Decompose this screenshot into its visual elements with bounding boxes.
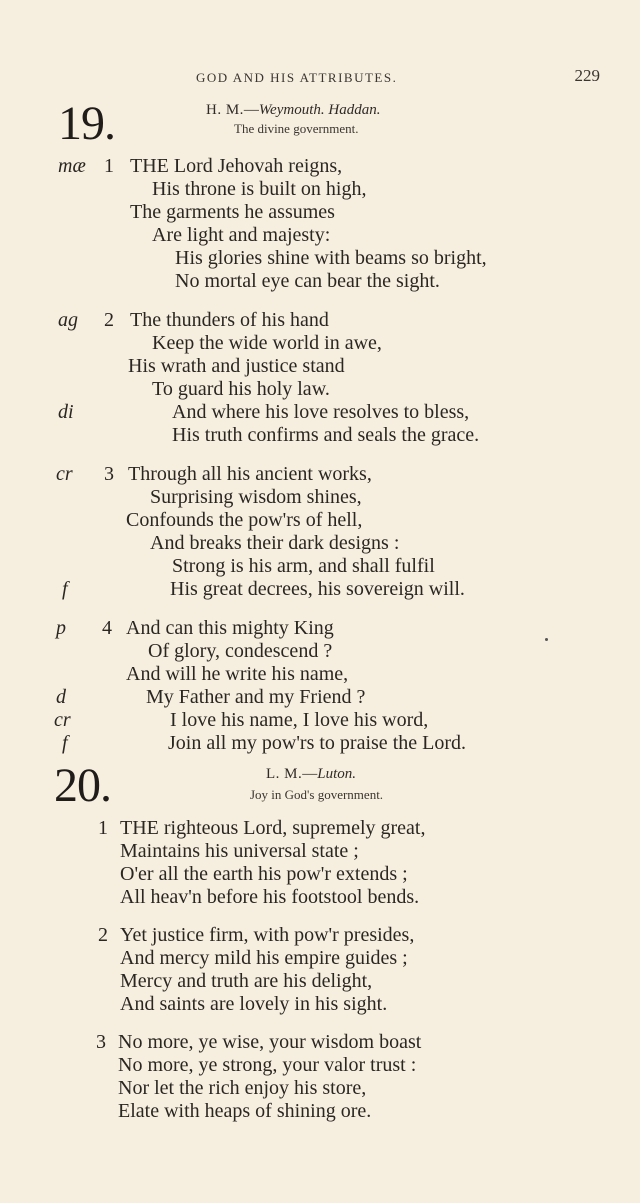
verse-line: No more, ye strong, your valor trust : bbox=[118, 1054, 417, 1076]
verse-line: Of glory, condescend ? bbox=[148, 640, 333, 662]
verse-line: Strong is his arm, and shall fulfil bbox=[172, 555, 435, 577]
verse-line: No mortal eye can bear the sight. bbox=[175, 270, 440, 292]
hymn-tune-line: H. M.—Weymouth. Haddan. bbox=[206, 102, 381, 118]
hymn-tune-line: L. M.—Luton. bbox=[266, 766, 357, 782]
verse-number: 1 bbox=[104, 155, 114, 177]
dynamic-mark: f bbox=[62, 578, 68, 600]
hymn-subtitle: Joy in God's government. bbox=[250, 787, 384, 802]
verse-line: I love his name, I love his word, bbox=[170, 709, 429, 731]
hymn-number: 20. bbox=[54, 759, 111, 812]
verse-line: THE righteous Lord, supremely great, bbox=[120, 817, 426, 839]
verse-line: Surprising wisdom shines, bbox=[150, 486, 362, 508]
verse-line: His wrath and justice stand bbox=[128, 355, 345, 377]
verse-line: Mercy and truth are his delight, bbox=[120, 970, 373, 992]
page-number: 229 bbox=[574, 66, 600, 85]
verse-line: And mercy mild his empire guides ; bbox=[120, 947, 408, 969]
verse-line: And where his love resolves to bless, bbox=[172, 401, 470, 423]
dynamic-mark: p bbox=[56, 617, 66, 639]
verse-number: 3 bbox=[96, 1031, 106, 1053]
verse-line: No more, ye wise, your wisdom boast bbox=[118, 1031, 422, 1053]
verse-line: Confounds the pow'rs of hell, bbox=[126, 509, 363, 531]
verse-line: Are light and majesty: bbox=[152, 224, 331, 246]
hymn-metre: L. M. bbox=[266, 766, 303, 782]
verse-line: And can this mighty King bbox=[126, 617, 334, 639]
verse-line: Nor let the rich enjoy his store, bbox=[118, 1077, 367, 1099]
hymn-number: 19. bbox=[58, 97, 115, 150]
verse-line: And saints are lovely in his sight. bbox=[120, 993, 388, 1015]
verse-line: All heav'n before his footstool bends. bbox=[120, 886, 420, 908]
verse-line: Through all his ancient works, bbox=[128, 463, 372, 485]
verse-line: Elate with heaps of shining ore. bbox=[118, 1100, 372, 1122]
hymn-metre: H. M. bbox=[206, 102, 244, 118]
running-title: GOD AND HIS ATTRIBUTES. bbox=[196, 70, 398, 85]
verse-line: Maintains his universal state ; bbox=[120, 840, 359, 862]
hymn-heading bbox=[250, 766, 384, 803]
verse-line: And breaks their dark designs : bbox=[150, 532, 400, 554]
verse-line: Yet justice firm, with pow'r presides, bbox=[120, 924, 415, 946]
verse-line: The thunders of his hand bbox=[130, 309, 329, 331]
verse-number: 1 bbox=[98, 817, 108, 839]
verse-line: THE Lord Jehovah reigns, bbox=[130, 155, 343, 177]
dynamic-mark: d bbox=[56, 686, 66, 708]
verse-line: His throne is built on high, bbox=[152, 178, 367, 200]
dynamic-mark: f bbox=[62, 732, 68, 754]
verse-line: The garments he assumes bbox=[130, 201, 335, 223]
hymn-tunes: Weymouth. Haddan. bbox=[258, 102, 381, 118]
hymn-tunes: Luton. bbox=[317, 766, 357, 782]
verse-number: 2 bbox=[98, 924, 108, 946]
dynamic-mark: cr bbox=[56, 463, 73, 485]
verse-line: His great decrees, his sovereign will. bbox=[170, 578, 465, 600]
verse-line: And will he write his name, bbox=[126, 663, 349, 685]
verse-line: My Father and my Friend ? bbox=[146, 686, 366, 708]
dynamic-mark: di bbox=[58, 401, 74, 423]
verse-line: His truth confirms and seals the grace. bbox=[172, 424, 480, 446]
hymn-subtitle: The divine government. bbox=[234, 121, 359, 136]
verse-number: 3 bbox=[104, 463, 114, 485]
verse-line: His glories shine with beams so bright, bbox=[175, 247, 487, 269]
verse-line: Keep the wide world in awe, bbox=[152, 332, 382, 354]
verse-line: O'er all the earth his pow'r extends ; bbox=[120, 863, 408, 885]
dynamic-mark: ag bbox=[58, 309, 78, 331]
stray-ink-dot bbox=[545, 638, 548, 641]
verse-number: 4 bbox=[102, 617, 112, 639]
dynamic-mark: mæ bbox=[58, 155, 86, 177]
verse-number: 2 bbox=[104, 309, 114, 331]
verse-line: Join all my pow'rs to praise the Lord. bbox=[168, 732, 466, 754]
hymn-heading bbox=[206, 102, 380, 137]
verse-line: To guard his holy law. bbox=[152, 378, 330, 400]
dynamic-mark: cr bbox=[54, 709, 71, 731]
